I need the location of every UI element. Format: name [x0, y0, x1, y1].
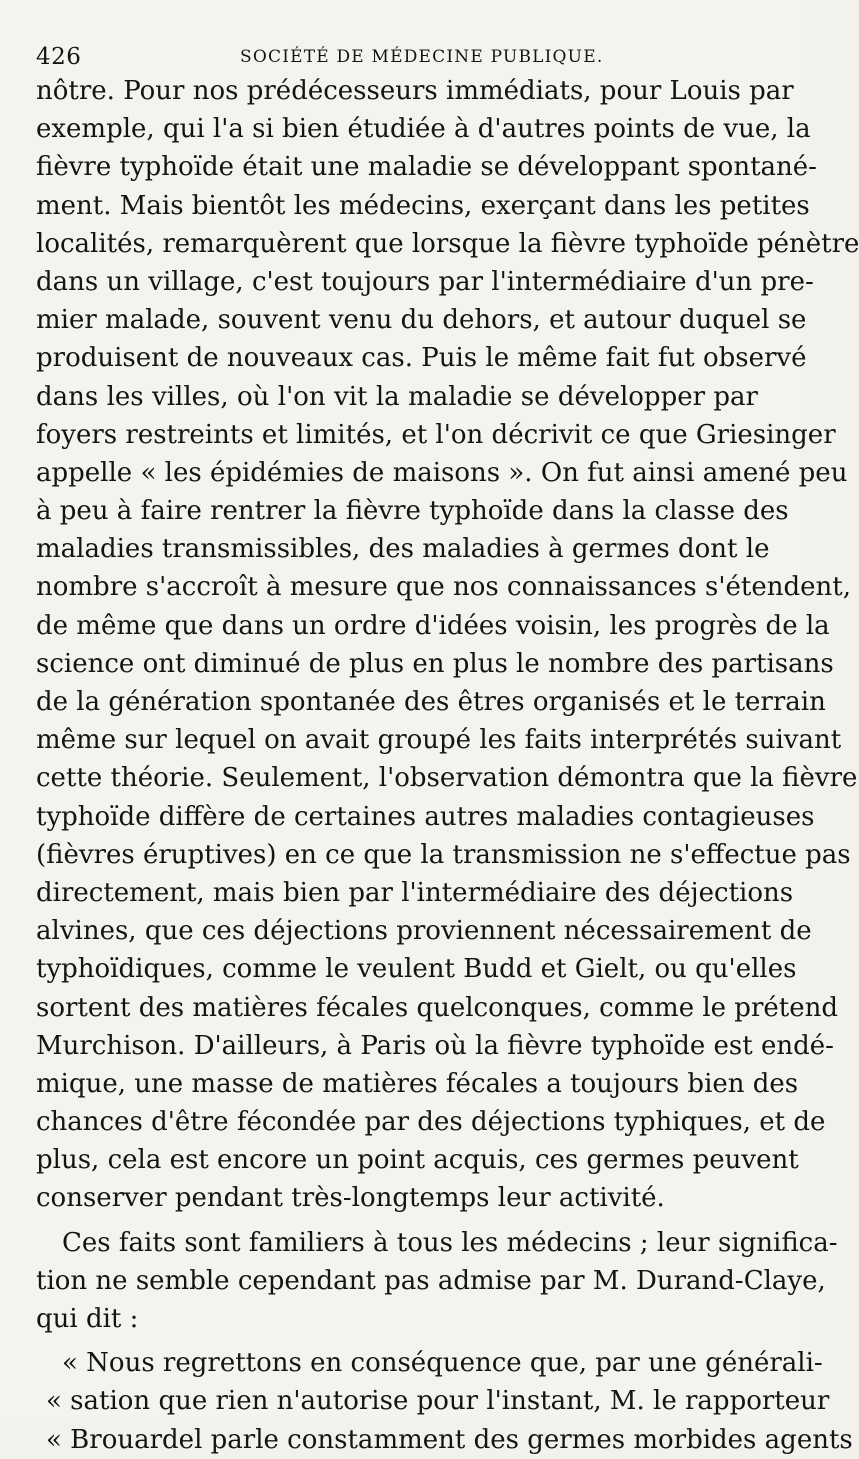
text-line: localités, remarquèrent que lorsque la fièvre typhoïde pénètre — [36, 228, 859, 259]
paragraph-1 — [36, 72, 859, 1218]
text-line: produisent de nouveaux cas. Puis le même fait fut observé — [36, 343, 807, 374]
text-line: dans un village, c'est toujours par l'intermédiaire d'un pre- — [36, 266, 814, 297]
text-line: typhoïde diffère de certaines autres maladies contagieuses — [36, 801, 815, 832]
text-line: nôtre. Pour nos prédécesseurs immédiats, pour Louis par — [36, 76, 794, 106]
text-line: fièvre typhoïde était une maladie se développant spontané- — [36, 152, 817, 183]
text-line: « Nous regrettons en conséquence que, par une générali- — [62, 1348, 823, 1379]
text-line: Murchison. D'ailleurs, à Paris où la fièvre typhoïde est endé- — [36, 1030, 834, 1061]
text-line: « sation que rien n'autorise pour l'instant, M. le rapporteur — [46, 1386, 830, 1417]
text-line: alvines, que ces déjections proviennent nécessairement de — [36, 916, 812, 947]
text-line: « Brouardel parle constamment des germes morbides agents — [46, 1424, 853, 1455]
paragraph-2 — [36, 1224, 838, 1339]
text-line: appelle « les épidémies de maisons ». On fut ainsi amené peu — [36, 457, 848, 488]
text-line: science ont diminué de plus en plus le nombre des partisans — [36, 648, 834, 679]
text-line: même sur lequel on avait groupé les faits interprétés suivant — [36, 725, 842, 756]
text-line: exemple, qui l'a si bien étudiée à d'autres points de vue, la — [36, 114, 811, 145]
running-title: SOCIÉTÉ DE MÉDECINE PUBLIQUE. — [240, 47, 604, 67]
quotation — [36, 1344, 853, 1459]
text-line: Ces faits sont familiers à tous les médecins ; leur significa- — [62, 1227, 838, 1258]
text-line: ment. Mais bientôt les médecins, exerçant dans les petites — [36, 190, 810, 221]
text-line: maladies transmissibles, des maladies à germes dont le — [36, 534, 770, 565]
body-text — [36, 72, 859, 1459]
text-line: directement, mais bien par l'intermédiaire des déjections — [36, 877, 794, 908]
text-line: plus, cela est encore un point acquis, ces germes peuvent — [36, 1145, 799, 1176]
page-number: 426 — [36, 44, 82, 70]
text-line: cette théorie. Seulement, l'observation démontra que la fièvre — [36, 763, 858, 794]
text-line: sortent des matières fécales quelconques, comme le prétend — [36, 992, 838, 1023]
text-line: tion ne semble cependant pas admise par M. Durand-Claye, — [36, 1265, 826, 1296]
text-line: nombre s'accroît à mesure que nos connaissances s'étendent, — [36, 572, 851, 603]
text-line: chances d'être fécondée par des déjections typhiques, et de — [36, 1107, 826, 1138]
text-line: typhoïdiques, comme le veulent Budd et Gielt, ou qu'elles — [36, 954, 797, 985]
text-line: mier malade, souvent venu du dehors, et autour duquel se — [36, 305, 807, 336]
text-line: de même que dans un ordre d'idées voisin, les progrès de la — [36, 610, 830, 641]
text-line: conserver pendant très-longtemps leur activité. — [36, 1183, 665, 1214]
text-line: foyers restreints et limités, et l'on décrivit ce que Griesinger — [36, 419, 836, 450]
text-line: à peu à faire rentrer la fièvre typhoïde dans la classe des — [36, 496, 789, 527]
text-line: (fièvres éruptives) en ce que la transmission ne s'effectue pas — [36, 839, 851, 870]
running-head — [36, 40, 756, 76]
text-line: de la génération spontanée des êtres organisés et le terrain — [36, 687, 826, 717]
text-line: qui dit : — [36, 1304, 139, 1334]
text-line: dans les villes, où l'on vit la maladie se développer par — [36, 381, 758, 412]
text-line: mique, une masse de matières fécales a toujours bien des — [36, 1068, 799, 1099]
